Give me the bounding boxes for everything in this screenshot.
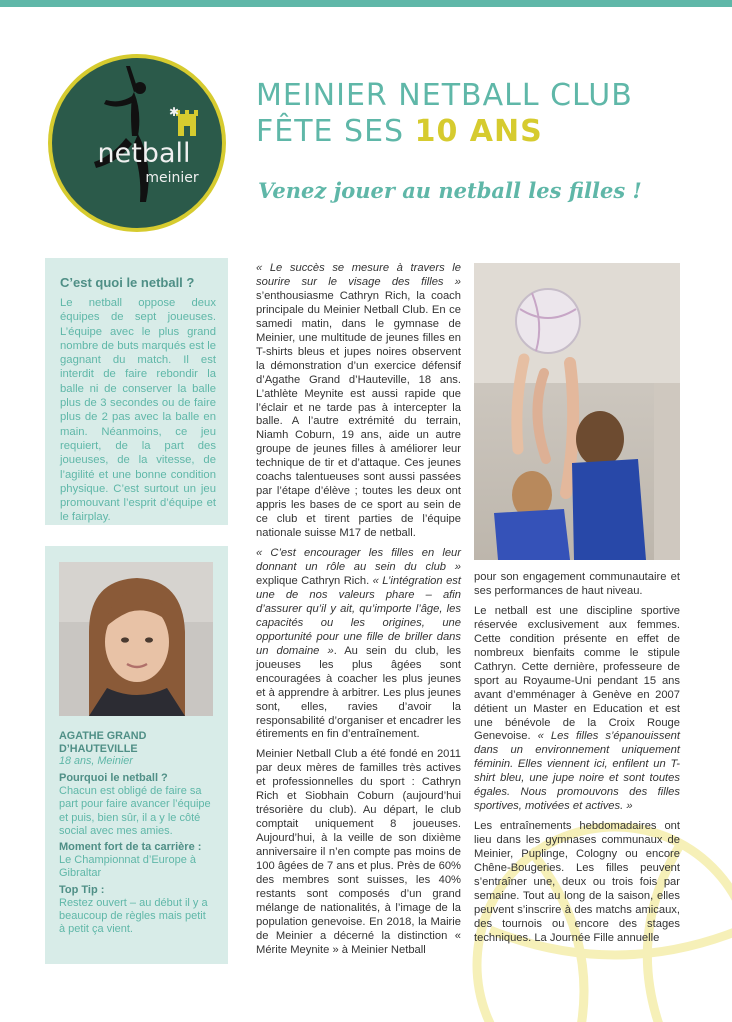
article-paragraph-1 (256, 262, 461, 541)
castle-icon (176, 110, 198, 136)
star-icon: ✱ (169, 105, 180, 119)
quote-3: « L’intégration est une de nos valeurs phare – afin d’assurer qu’il y ait, qu’importe l’âge, les capacités ou les origines, une opportunité pour une fille de briller dans un domaine » (256, 574, 461, 657)
profile-meta: 18 ans, Meinier (59, 755, 133, 767)
article-column-right (474, 571, 680, 952)
profile-answer-2: Le Championnat d’Europe à Gibraltar (59, 854, 196, 880)
netball-ball (516, 289, 580, 353)
article-paragraph-6: Les entraînements hebdomadaires ont lieu dans les gymnases communaux de Meinier, Puplinge, Cologny ou encore Chêne-Bougeries. Les filles peuvent s’entraîner une, deux ou trois fois par semaine. Tout au long de la saison, elles peuvent s’inscrire à des matchs amicaux, des tournois ou encore des stages techniques. La Journée Fille annuelle (474, 820, 680, 944)
title-line2-prefix: FÊTE SES (256, 114, 415, 149)
article-paragraph-2 (256, 547, 461, 742)
article-text-2a: explique Cathryn Rich. (256, 574, 373, 587)
profile-question-2: Moment fort de ta carrière : (59, 841, 202, 854)
article-paragraph-5 (474, 605, 680, 814)
action-photo (474, 263, 680, 560)
article-text-1: s’enthousiasme Cathryn Rich, la coach principale du Meinier Netball Club. En ce samedi matin, dans le gymnase de Meinier, une multitude de jeunes filles en T-shirts bleus et jupes noires observent la démonstration d’un exercice défensif d’Agathe Grand d’Hauteville, 18 ans. L’athlète Meynite est aussi rapide que l’éclair et ne tarde pas à intercepter la balle. A l’autre extrémité du terrain, Niamh Coburn, 19 ans, aide un autre groupe de jeunes filles à améliorer leur technique de tir et d’attaque. Ces jeunes coachs talentueuses sont aussi passées par l’étape d’élève ; toutes les deux ont appris les bases de ce sport au sein de ce club et tirent parties de l’équipe nationale suisse M17 de netball. (256, 289, 461, 540)
logo-text-meinier: meinier (145, 170, 199, 186)
profile-box (45, 546, 228, 964)
profile-name: AGATHE GRAND D’HAUTEVILLE (59, 730, 147, 755)
title-highlight: 10 ANS (414, 114, 543, 149)
club-logo (46, 52, 228, 234)
quote-4: « Les filles s’épanouissent dans un environnement uniquement féminin. Elles viennent ici, enfilent un T-shirt bleu, une jupe noire et sont toutes égales. Nous promouvons des filles sportives, motivées et actives. » (474, 730, 680, 813)
quote-1: « Le succès se mesure à travers le sourire sur le visage des filles » (256, 262, 461, 288)
profile-question-1: Pourquoi le netball ? (59, 772, 168, 784)
profile-photo (59, 562, 213, 716)
page-subtitle: Venez jouer au netball les filles ! (258, 178, 642, 203)
article-text-5: Le netball est une discipline sportive réservée exclusivement aux femmes. Cette condition présente en effet de nombreux bienfaits comme le stipule Cathryn. Cette dernière, professeure de sport au Royaume-Uni pendant 15 ans avant d’emménager à Genève en 2007 détient un Master en Education et est une bénévole de la Croix Rouge Genevoise. (474, 604, 680, 743)
profile-answer-1: Chacun est obligé de faire sa part pour faire avancer l’équipe et puis, bien sûr, il a y le côté social avec mes amies. (59, 785, 211, 837)
profile-question-3: Top Tip : (59, 883, 105, 896)
title-line1: MEINIER NETBALL CLUB (256, 78, 633, 113)
info-box (45, 258, 228, 525)
page-title (256, 78, 726, 150)
logo-text-netball: netball (97, 138, 191, 169)
quote-2: « C’est encourager les filles en leur donnant un rôle au sein du club » (256, 547, 461, 574)
article-text-2b: . Au sein du club, les joueuses les plus âgées sont encouragées à coacher les plus jeunes et à apprendre à arbitrer. Les plus jeunes sont, elles, ravies d’avoir la responsabilité d’organiser et encadrer les étirements en fin d’entraînement. (256, 644, 461, 741)
article-column-middle (256, 262, 461, 964)
profile-answer-3: Restez ouvert – au début il y a beaucoup de règles mais petit à petit ça vient. (59, 896, 208, 936)
top-accent-bar (0, 0, 732, 7)
info-box-heading: C’est quoi le netball ? (60, 275, 195, 290)
article-paragraph-3: Meinier Netball Club a été fondé en 2011 par deux mères de familles très actives et professionnelles du sport : Cathryn Rich et Siobhain Coburn (aujourd’hui trésorière du club). Au départ, le club comptait uniquement 8 joueuses. Aujourd’hui, à la veille de son dixième anniversaire il n’en compte pas moins de 100 âgées de 7 ans et plus. Près de 60% des membres sont suisses, les 40% restants sont composés d’un grand mélange de nationalités, à l’image de la population genevoise. En 2018, la Mairie de Meinier a décerné la distinction « Mérite Meynite » à Meinier Netball (256, 748, 461, 956)
article-paragraph-4: pour son engagement communautaire et ses performances de haut niveau. (474, 571, 680, 597)
info-box-body: Le netball oppose deux équipes de sept joueuses. L’équipe avec le plus grand nombre de buts marqués est le gagnant du match. Il est interdit de faire rebondir la balle ni de conserver la balle plus de 3 secondes ou de faire plus de 2 pas avec la balle en main. Néanmoins, ce jeu requiert, de la part des joueuses, de la vitesse, de l’agilité et une bonne condition physique. C’est surtout un jeu promouvant l’esprit d’équipe et le fairplay. (60, 297, 216, 524)
